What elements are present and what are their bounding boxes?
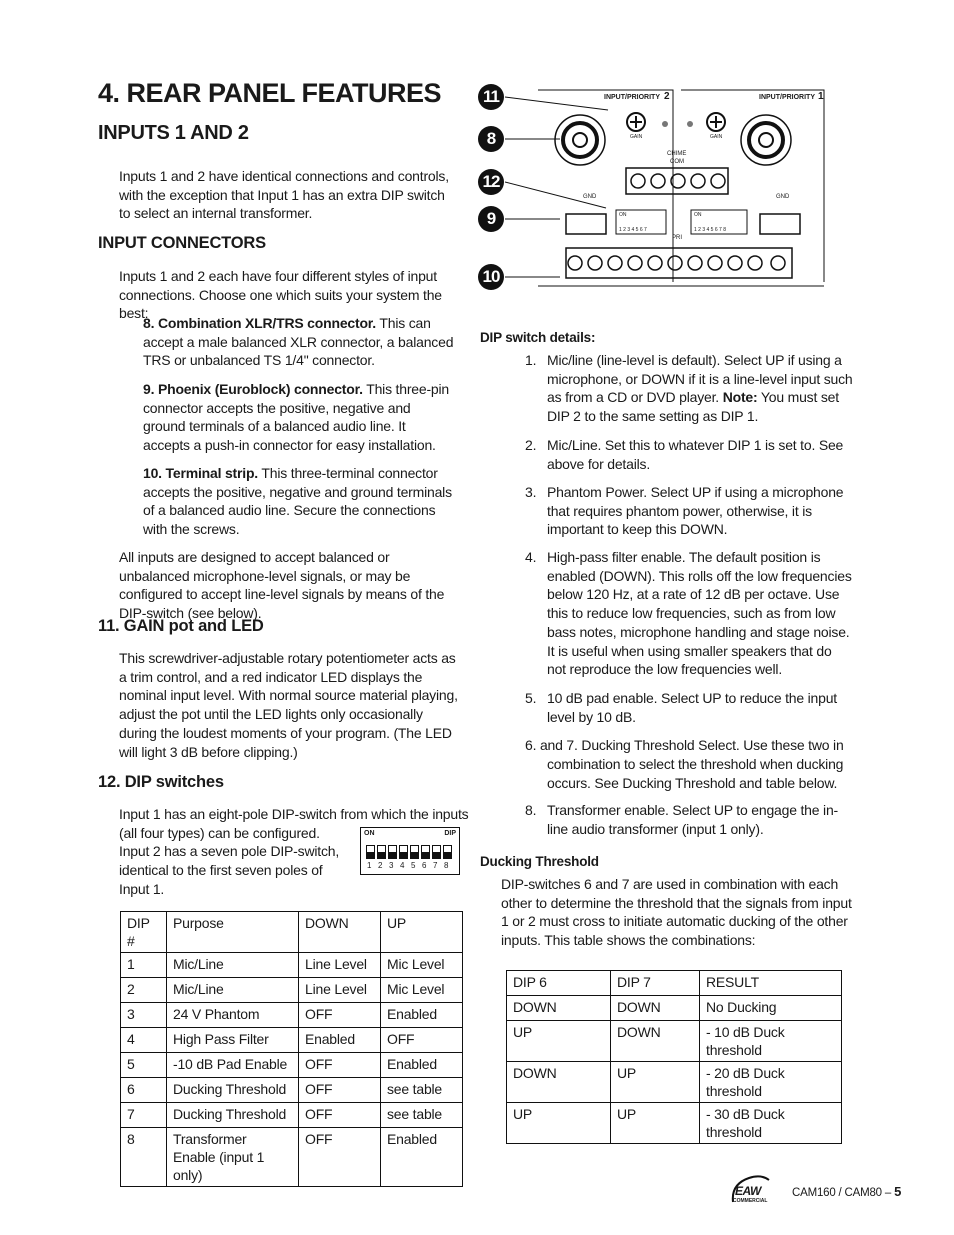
table-cell: 2 [121, 978, 167, 1003]
table-cell: Enabled [299, 1028, 381, 1053]
table-cell: OFF [299, 1078, 381, 1103]
table-cell: - 10 dB Duck threshold [700, 1021, 842, 1062]
table-row [121, 953, 463, 978]
table-cell: UP [507, 1021, 611, 1062]
dip-switch-row [366, 845, 454, 859]
list-item-number: 1. [525, 352, 537, 368]
dip8-numbers: 1 2 3 4 5 6 7 8 [694, 227, 726, 233]
gain-label-1: GAIN [710, 134, 723, 140]
table-cell: 6 [121, 1078, 167, 1103]
panel-drawing [478, 82, 828, 294]
dip-number: 1 [367, 861, 372, 870]
gnd-label-2: GND [583, 194, 597, 200]
gnd-label-1: GND [776, 194, 790, 200]
table-cell: 4 [121, 1028, 167, 1053]
table-cell: Ducking Threshold [167, 1078, 299, 1103]
table-cell: Mic Level [381, 978, 463, 1003]
table-cell: Enabled [381, 1053, 463, 1078]
input-connectors-heading: INPUT CONNECTORS [98, 234, 266, 252]
model-name: CAM160 / CAM80 – [792, 1187, 895, 1199]
dip-number: 6 [422, 861, 427, 870]
list-line: It is useful when using smaller speakers that do [547, 642, 832, 659]
table-cell: 3 [121, 1003, 167, 1028]
list-item [547, 351, 853, 426]
list-line-text: as from a CD or DVD player. [547, 389, 723, 406]
table-cell: UP [611, 1103, 700, 1144]
table-cell: OFF [381, 1028, 463, 1053]
dip-switches-heading: 12. DIP switches [98, 773, 224, 791]
list-line: combination to select the threshold when ducking [547, 756, 844, 772]
intro-paragraph: Inputs 1 and 2 have identical connections and controls, with the exception that Input 1 has an extra DIP switch to select an internal transformer. [119, 168, 449, 222]
rear-panel-illustration [478, 82, 828, 294]
table-cell: Line Level [299, 953, 381, 978]
ducking-line: 1 or 2 must cross to initiate automatic ducking of the other [501, 913, 848, 930]
input-1-number: 1 [818, 91, 824, 102]
table-row [507, 1021, 842, 1062]
callout-10: 10 [478, 264, 504, 290]
list-line: occurs. See Ducking Threshold and table below. [547, 774, 838, 791]
dip-number: 5 [411, 861, 416, 870]
list-line: DIP 2 to the same setting as DIP 1. [547, 408, 759, 425]
table-cell: Line Level [299, 978, 381, 1003]
table-row [507, 1103, 842, 1144]
connector-item-9-text: This three-pin connector accepts the positive, negative and ground terminals of a balanced audio line. It accepts a push-in connector for easy installation. [143, 381, 450, 454]
gain-paragraph: This screwdriver-adjustable rotary potentiometer acts as a trim control, and a red indicator LED displays the nominal input level. With normal source material playing, adjust the pot until the LED lights only occasionally during the loudest moments of your program. (The LED will light 3 dB before clipping.) [119, 650, 458, 760]
ducking-line: inputs. This table shows the combinations: [501, 932, 756, 949]
table-header: RESULT [700, 971, 842, 996]
list-line: line audio transformer (input 1 only). [547, 820, 764, 837]
section-title: INPUTS 1 AND 2 [98, 122, 249, 144]
ducking-line: DIP-switches 6 and 7 are used in combination with each [501, 876, 839, 892]
table-cell: Mic Level [381, 953, 463, 978]
list-item [525, 736, 844, 755]
dip-dip-label: DIP [444, 830, 456, 837]
table-cell: OFF [299, 1128, 381, 1187]
table-cell: Mic/Line [167, 978, 299, 1003]
connector-item-9-label: 9. Phoenix (Euroblock) connector. [143, 381, 363, 397]
list-line: that requires phantom power, otherwise, it is [547, 502, 812, 519]
table-cell: DOWN [611, 1021, 700, 1062]
table-header: DIP 6 [507, 971, 611, 996]
table-cell: DOWN [507, 1062, 611, 1103]
list-item-number: 4. [525, 549, 537, 565]
connector-item-8-text: This can accept a male balanced XLR connector, a balanced TRS or unbalanced TS 1/4" connector. [143, 315, 454, 369]
note-text: You must set [757, 389, 839, 406]
list-line: bass notes, microphone handling and stage noise. [547, 623, 850, 640]
table-row [121, 1003, 463, 1028]
ducking-heading: Ducking Threshold [480, 854, 599, 869]
table-cell: No Ducking [700, 996, 842, 1021]
page-title: 4. REAR PANEL FEATURES [98, 78, 442, 108]
table-row [121, 978, 463, 1003]
table-header-row [121, 912, 463, 953]
table-cell: Transformer Enable (input 1 only) [167, 1128, 299, 1187]
table-cell: 1 [121, 953, 167, 978]
list-line: Phantom Power. Select UP if using a microphone [547, 484, 844, 500]
dip-switch-slot [421, 845, 430, 859]
table-header: DIP # [121, 912, 167, 953]
note-label: Note: [722, 389, 758, 406]
table-header: DIP 7 [611, 971, 700, 996]
table-cell: DOWN [507, 996, 611, 1021]
list-item [547, 689, 837, 726]
table-cell: 8 [121, 1128, 167, 1187]
table-cell: Ducking Threshold [167, 1103, 299, 1128]
dip-number: 7 [433, 861, 438, 870]
gain-heading: 11. GAIN pot and LED [98, 617, 264, 635]
footer-text [792, 1184, 901, 1199]
table-cell: 5 [121, 1053, 167, 1078]
dip-switch-slot [410, 845, 419, 859]
list-item [547, 801, 838, 838]
pri-label: PRI [672, 235, 683, 241]
list-item [547, 483, 843, 539]
table-row [121, 1053, 463, 1078]
dip-switch-slot [377, 845, 386, 859]
table-header: DOWN [299, 912, 381, 953]
table-cell: Enabled [381, 1128, 463, 1187]
dip-line: Input 1 has an eight-pole DIP-switch from which the inputs [119, 806, 469, 822]
dip-line: Input 2 has a seven pole DIP-switch, [119, 843, 340, 860]
table-row [121, 1103, 463, 1128]
page-number: 5 [894, 1184, 902, 1199]
dip-switch-icon [360, 827, 460, 875]
list-line: High-pass filter enable. The default position is [547, 549, 821, 565]
list-line: Mic/line (line-level is default). Select UP if using a [547, 352, 842, 368]
list-item [547, 548, 852, 679]
connector-item-8 [143, 314, 455, 370]
dip-switch-slot [443, 845, 452, 859]
ducking-paragraph [501, 875, 852, 950]
table-header: Purpose [167, 912, 299, 953]
dip-details-heading: DIP switch details: [480, 330, 596, 345]
list-line [547, 388, 853, 407]
table-cell: OFF [299, 1103, 381, 1128]
connector-item-10-text: This three-terminal connector accepts the positive, negative and ground terminals of a balanced audio line. Secure the connections with the screws. [143, 465, 452, 538]
table-cell: OFF [299, 1053, 381, 1078]
list-item-number: 8. [525, 802, 537, 818]
table-cell: -10 dB Pad Enable [167, 1053, 299, 1078]
logo-text: EAW [735, 1184, 761, 1198]
table-cell: Enabled [381, 1003, 463, 1028]
dip-switch-slot [388, 845, 397, 859]
table-cell: 7 [121, 1103, 167, 1128]
dip-line: identical to the first seven poles of [119, 862, 323, 879]
dip-on-label-2: ON [619, 212, 627, 218]
input-2-number: 2 [664, 91, 670, 102]
list-line: Transformer enable. Select UP to engage the in- [547, 802, 838, 818]
input-1-label: INPUT/PRIORITY [759, 94, 816, 101]
list-line: Mic/Line. Set this to whatever DIP 1 is set to. See [547, 437, 844, 453]
table-cell: UP [507, 1103, 611, 1144]
chime-label: CHIME [667, 151, 687, 157]
ducking-line: other to determine the threshold that the signals from input [501, 894, 852, 911]
table-cell: - 20 dB Duck threshold [700, 1062, 842, 1103]
list-item-number: 5. [525, 690, 537, 706]
eaw-logo [729, 1174, 773, 1208]
list-line: this to reduce low frequencies, such as from low [547, 605, 836, 622]
table-cell: Mic/Line [167, 953, 299, 978]
connector-item-10-label: 10. Terminal strip. [143, 465, 258, 481]
list-item-number: 2. [525, 437, 537, 453]
table-header: UP [381, 912, 463, 953]
connector-item-10 [143, 464, 455, 539]
list-item-number: 6. and 7. [525, 737, 578, 753]
dip-switch-slot [399, 845, 408, 859]
callout-11: 11 [478, 84, 504, 110]
gain-label-2: GAIN [630, 134, 643, 140]
dip-number: 2 [378, 861, 383, 870]
dip-number: 8 [444, 861, 449, 870]
dip-number: 3 [389, 861, 394, 870]
list-line: 10 dB pad enable. Select UP to reduce the input [547, 690, 838, 706]
list-line: not reproduce the low frequencies well. [547, 661, 783, 678]
table-cell: DOWN [611, 996, 700, 1021]
table-row [121, 1078, 463, 1103]
table-cell: High Pass Filter [167, 1028, 299, 1053]
list-line: level by 10 dB. [547, 708, 636, 725]
callout-12: 12 [478, 169, 504, 195]
callout-9: 9 [478, 206, 504, 232]
dip-line: Input 1. [119, 880, 165, 897]
input-connectors-outro: All inputs are designed to accept balanced or unbalanced microphone-level signals, or may be configured to accept line-level signals by means of the DIP-switch (see below). [119, 549, 445, 622]
list-line: important to keep this DOWN. [547, 521, 728, 538]
list-line: below 120 Hz, at a rate of 12 dB per octave. Use [547, 586, 840, 603]
table-row [507, 996, 842, 1021]
list-line: enabled (DOWN). This rolls off the low frequencies [547, 567, 852, 584]
table-cell: OFF [299, 1003, 381, 1028]
list-item-number: 3. [525, 484, 537, 500]
table-cell: see table [381, 1078, 463, 1103]
list-item-continued [547, 755, 843, 792]
dip-switch-slot [366, 845, 375, 859]
table-cell: UP [611, 1062, 700, 1103]
dip-on-label-1: ON [694, 212, 702, 218]
dip7-numbers: 1 2 3 4 5 6 7 [619, 227, 647, 233]
input-connectors-paragraph: Inputs 1 and 2 each have four different styles of input connections. Choose one which suits your system the best: [119, 268, 442, 322]
table-cell: - 30 dB Duck threshold [700, 1103, 842, 1144]
table-cell: see table [381, 1103, 463, 1128]
connector-item-9 [143, 380, 455, 455]
table-row [121, 1028, 463, 1053]
dip-switch-slot [432, 845, 441, 859]
dip-line: (all four types) can be configured. [119, 824, 320, 841]
input-2-label: INPUT/PRIORITY [604, 94, 661, 101]
dip-on-label: ON [364, 830, 375, 837]
ducking-table [506, 970, 842, 1144]
table-row [121, 1128, 463, 1187]
list-item [547, 436, 843, 473]
list-line: above for details. [547, 455, 651, 472]
list-line: Ducking Threshold Select. Use these two in [581, 737, 844, 753]
connector-item-8-label: 8. Combination XLR/TRS connector. [143, 315, 376, 331]
dip-table [120, 911, 463, 1187]
list-line: microphone, or DOWN if it is a line-level input such [547, 370, 853, 387]
table-cell: 24 V Phantom [167, 1003, 299, 1028]
dip-number: 4 [400, 861, 405, 870]
table-header-row [507, 971, 842, 996]
logo-subtext: COMMERCIAL [733, 1198, 768, 1204]
com-label: COM [670, 159, 684, 165]
table-row [507, 1062, 842, 1103]
callout-8: 8 [478, 126, 504, 152]
